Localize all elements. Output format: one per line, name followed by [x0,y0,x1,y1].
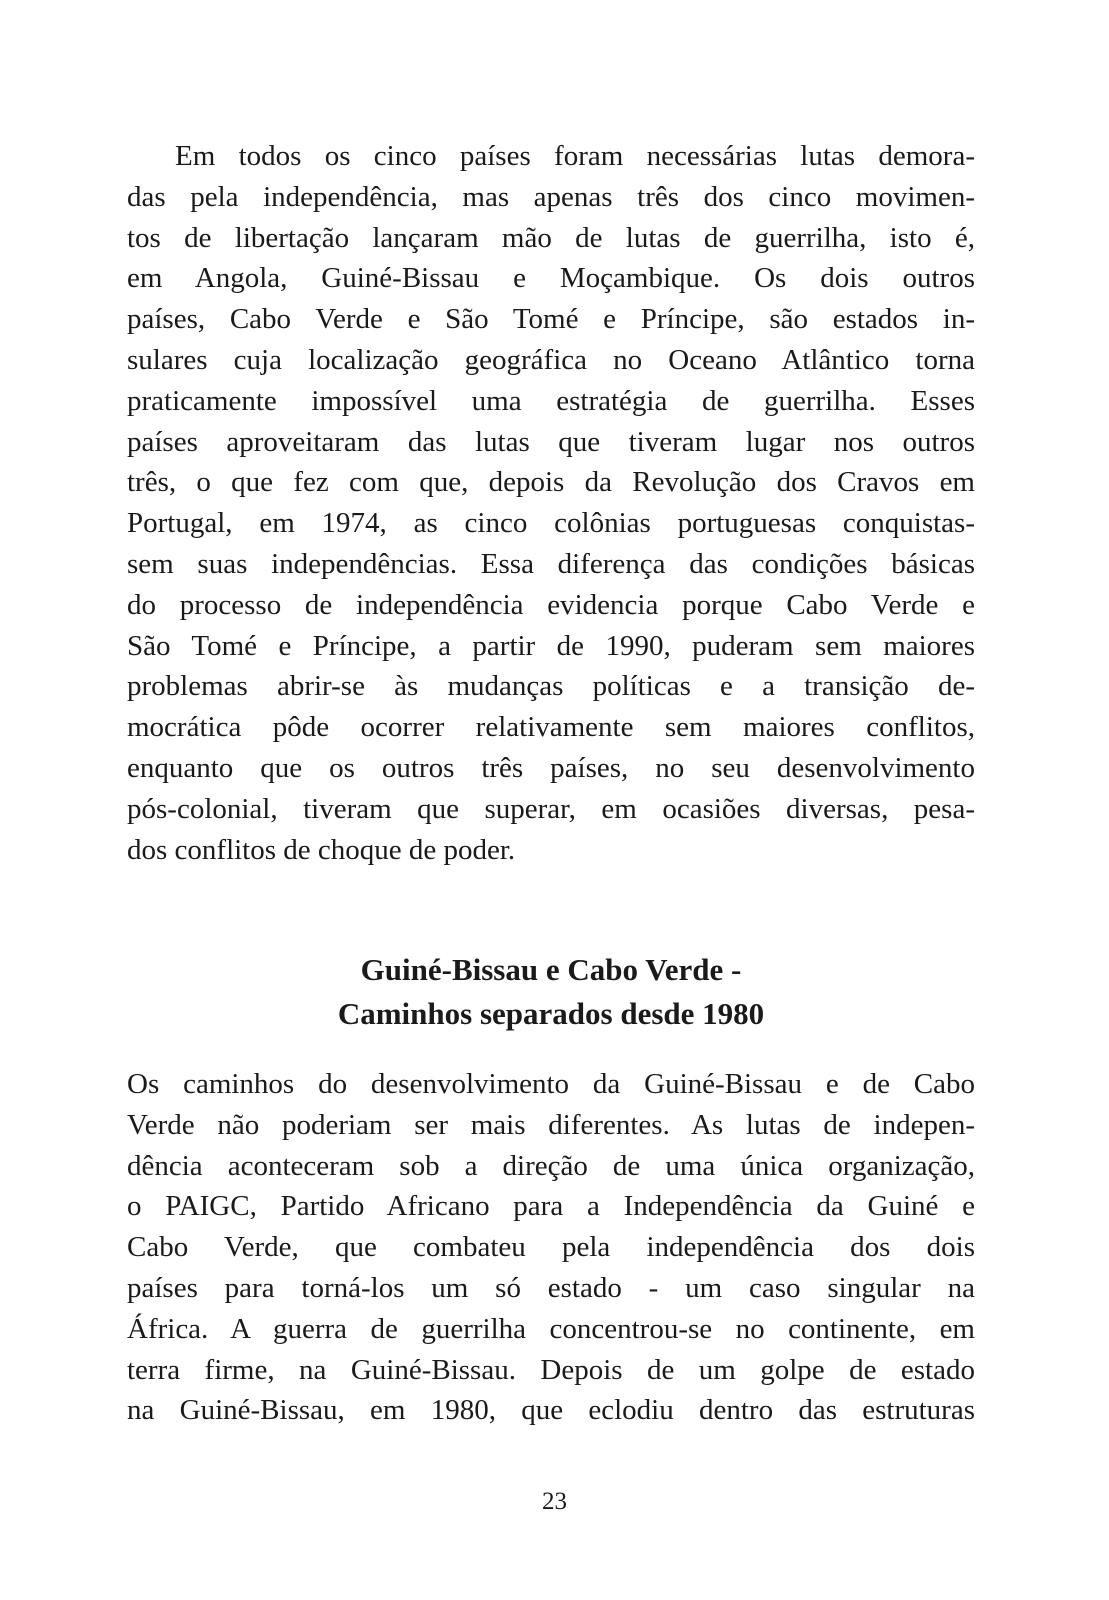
paragraph-line: países, Cabo Verde e São Tomé e Príncipe, são estados in- [127,303,975,336]
paragraph-line: tos de libertação lançaram mão de lutas de guerrilha, isto é, [127,221,975,254]
paragraph-line: problemas abrir-se às mudanças políticas e a transição de- [127,670,975,703]
paragraph-line: enquanto que os outros três países, no seu desenvolvimento [127,751,975,784]
section-heading-line-2: Caminhos separados desde 1980 [337,996,765,1031]
paragraph-line: em Angola, Guiné-Bissau e Moçambique. Os dois outros [127,262,975,295]
paragraph-line: São Tomé e Príncipe, a partir de 1990, puderam sem maiores [127,629,975,662]
paragraph-line: países aproveitaram das lutas que tiveram lugar nos outros [127,425,975,458]
paragraph-guinea-cape-verde [127,1064,975,1431]
paragraph-line: Cabo Verde, que combateu pela independência dos dois [127,1231,975,1264]
paragraph-line: sem suas independências. Essa diferença das condições básicas [127,547,975,580]
paragraph-line: praticamente impossível uma estratégia de guerrilha. Esses [127,384,975,417]
paragraph-line: Portugal, em 1974, as cinco colônias portuguesas conquistas- [127,507,975,540]
paragraph-line: do processo de independência evidencia porque Cabo Verde e [127,588,975,621]
paragraph-line: o PAIGC, Partido Africano para a Independência da Guiné e [127,1190,975,1223]
paragraph-line: Verde não poderiam ser mais diferentes. As lutas de indepen- [127,1108,975,1141]
paragraph-line: Em todos os cinco países foram necessárias lutas demora- [175,140,975,172]
paragraph-line: dos conflitos de choque de poder. [127,833,516,866]
paragraph-line: três, o que fez com que, depois da Revolução dos Cravos em [127,466,975,499]
paragraph-line: mocrática pôde ocorrer relativamente sem maiores conflitos, [127,711,975,744]
section-heading-line-1: Guiné-Bissau e Cabo Verde - [360,952,742,987]
paragraph-line: na Guiné-Bissau, em 1980, que eclodiu dentro das estruturas [127,1394,975,1427]
paragraph-line: Os caminhos do desenvolvimento da Guiné-Bissau e de Cabo [127,1068,975,1100]
paragraph-line: dência aconteceram sob a direção de uma única organização, [127,1149,975,1182]
paragraph-line: África. A guerra de guerrilha concentrou-se no continente, em [127,1312,975,1345]
paragraph-line: sulares cuja localização geográfica no Oceano Atlântico torna [127,343,975,376]
paragraph-line: países para torná-los um só estado - um caso singular na [127,1271,975,1304]
section-heading [127,948,975,1036]
page-number: 23 [542,1488,567,1515]
paragraph-independence-struggles [127,136,975,870]
paragraph-line: terra firme, na Guiné-Bissau. Depois de um golpe de estado [127,1353,975,1386]
paragraph-line: pós-colonial, tiveram que superar, em ocasiões diversas, pesa- [127,792,975,825]
paragraph-line: das pela independência, mas apenas três dos cinco movimen- [127,180,975,213]
